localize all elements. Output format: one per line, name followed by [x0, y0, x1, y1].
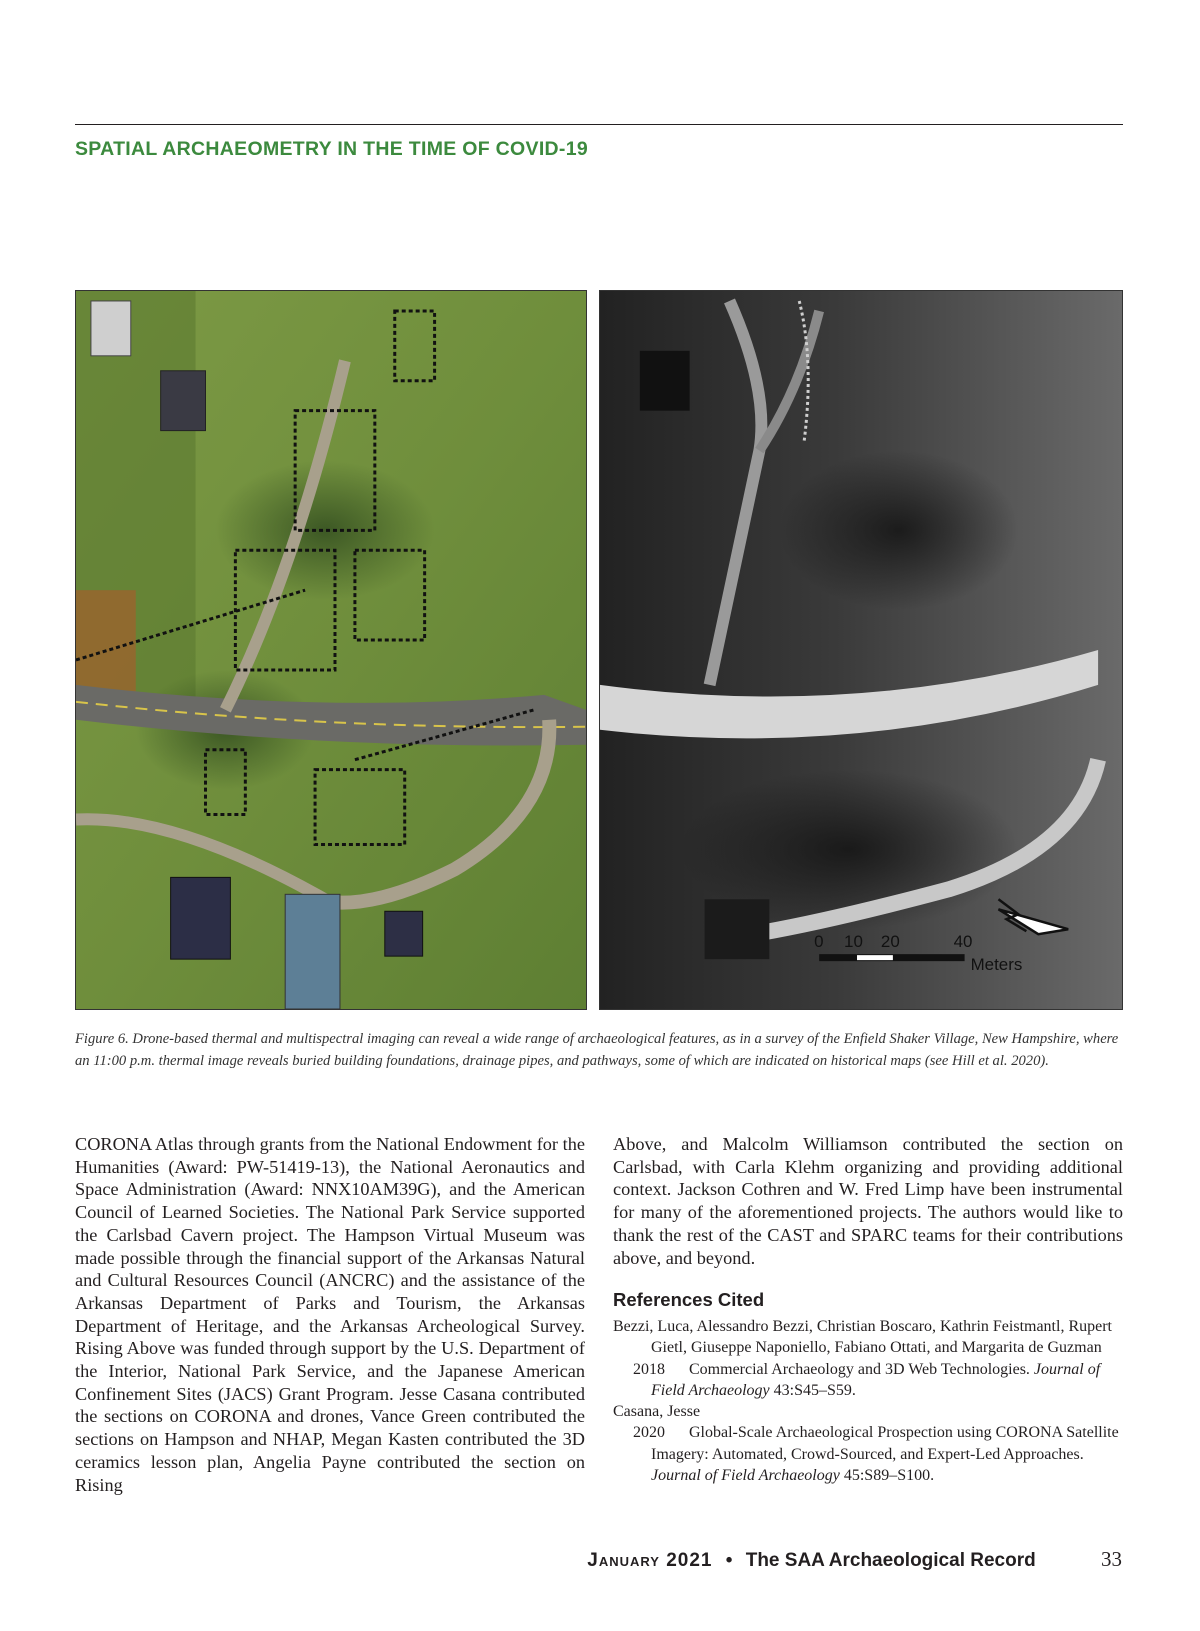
thermal-image-graphic [600, 291, 1122, 1009]
reference-year: 2018 [633, 1360, 665, 1378]
reference-title: Global-Scale Archaeological Prospection using CORONA Satellite Imagery: Automated, Crowd-Sourced, and Expert-Led Approaches. [651, 1424, 1119, 1463]
reference-entry [613, 1359, 1123, 1402]
reference-title: Commercial Archaeology and 3D Web Technologies. [689, 1360, 1030, 1378]
scale-tick-0: 0 [814, 932, 824, 952]
references-heading: References Cited [613, 1289, 765, 1311]
multispectral-aerial-photo [75, 290, 587, 1010]
figure-6 [75, 290, 1123, 1010]
thermal-image [599, 290, 1123, 1010]
footer-bullet: • [725, 1550, 733, 1571]
scale-tick-20: 20 [880, 932, 900, 952]
page-number: 33 [1101, 1547, 1122, 1571]
header-rule [75, 124, 1123, 125]
reference-journal: Journal of Field Archaeology [651, 1467, 840, 1484]
footer-date: January 2021 [587, 1550, 713, 1571]
multispectral-photo-graphic [76, 291, 586, 1009]
references-list [613, 1316, 1123, 1486]
body-right-column [613, 1133, 1123, 1486]
scale-tick-40: 40 [953, 932, 973, 952]
body-paragraph-right: Above, and Malcolm Williamson contributed the section on Carlsbad, with Carla Klehm organizing and providing additional context. Jackson Cothren and W. Fred Limp have been instrumental for many of the aforementioned projects. The authors would like to thank the rest of the CAST and SPARC teams for their contributions above, and beyond. [613, 1134, 1123, 1268]
scale-unit: Meters [970, 955, 1023, 975]
scale-tick-10: 10 [844, 932, 863, 952]
reference-pages: 43:S45–S59. [773, 1381, 856, 1399]
footer-journal: The SAA Archaeological Record [745, 1550, 1036, 1571]
body-left-column [75, 1133, 585, 1496]
reference-year: 2020 [633, 1424, 665, 1442]
reference-entry [613, 1422, 1123, 1486]
page-footer [587, 1547, 1122, 1572]
reference-journal: Journal of Field Archaeology [651, 1360, 1101, 1399]
figure-caption: Figure 6. Drone-based thermal and multispectral imaging can reveal a wide range of archaeological features, as in a survey of the Enfield Shaker Village, New Hampshire, where an 11:00 p.m. thermal image reveals buried building foundations, drainage pipes, and pathways, some of which are indicated on historical maps (see Hill et al. 2020). [75, 1031, 1119, 1069]
section-title: SPATIAL ARCHAEOMETRY IN THE TIME OF COVID-19 [75, 138, 589, 160]
body-paragraph-left: CORONA Atlas through grants from the National Endowment for the Humanities (Award: PW-51419-13), the National Aeronautics and Space Administration (Award: NNX10AM39G), and the American Council of Learned Societies. The National Park Service supported the Carlsbad Cavern project. The Hampson Virtual Museum was made possible through the financial support of the Arkansas Natural and Cultural Resources Council (ANCRC) and the assistance of the Arkansas Department of Parks and Tourism, the Arkansas Department of Heritage, and the Arkansas Archeological Survey. Rising Above was funded through support by the U.S. Department of the Interior, National Park Service, and the Japanese American Confinement Sites (JACS) Grant Program. Jesse Casana contributed the sections on CORONA and drones, Vance Green contributed the sections on Hampson and NHAP, Megan Kasten contributed the 3D ceramics lesson plan, Angelia Payne contributed the section on Rising [75, 1134, 585, 1495]
reference-authors: Bezzi, Luca, Alessandro Bezzi, Christian Boscaro, Kathrin Feistmantl, Rupert Gietl, Giuseppe Naponiello, Fabiano Ottati, and Margarita de Guzman [613, 1317, 1112, 1357]
reference-pages: 45:S89–S100. [843, 1467, 935, 1484]
reference-authors: Casana, Jesse [613, 1403, 701, 1421]
